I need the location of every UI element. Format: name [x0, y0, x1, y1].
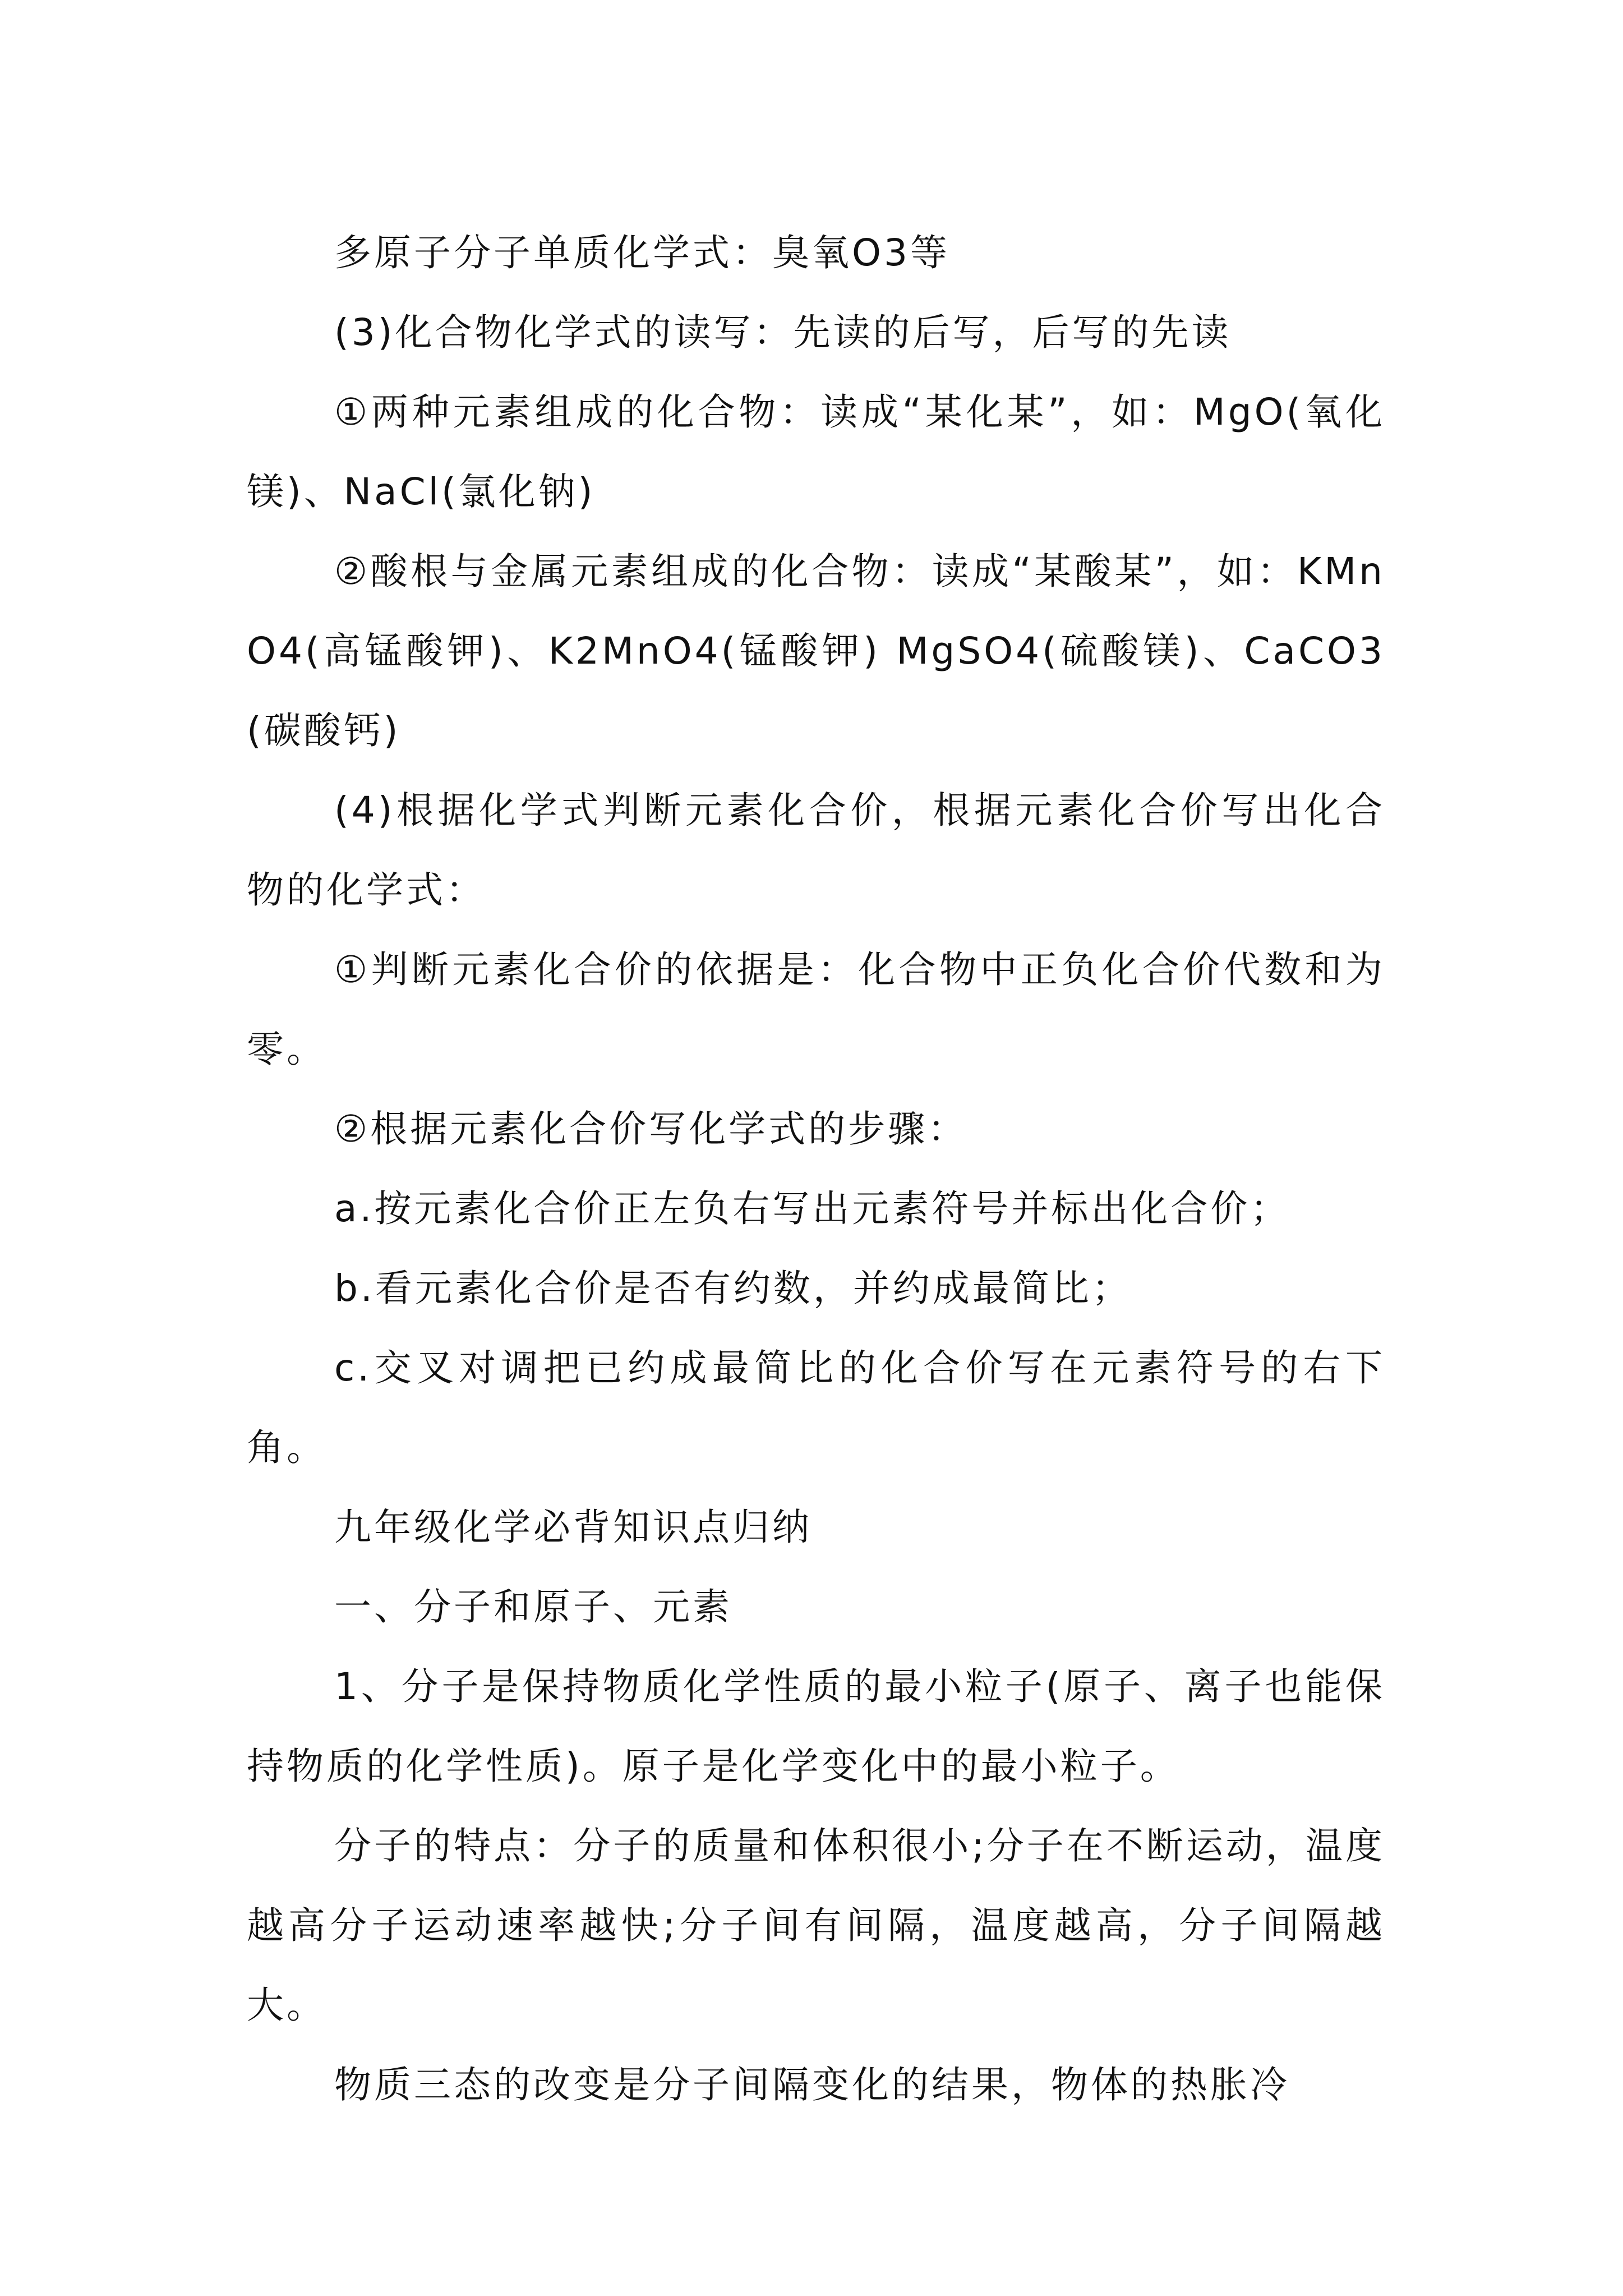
paragraph-molecule-features: 分子的特点：分子的质量和体积很小;分子在不断运动，温度越高分子运动速率越快;分子间有间隔，温度越高，分子间隔越大。: [247, 1824, 1385, 2027]
paragraph-valence-basis: ①判断元素化合价的依据是：化合物中正负化合价代数和为零。: [247, 948, 1385, 1071]
paragraph-three-states: 物质三态的改变是分子间隔变化的结果，物体的热胀冷: [334, 2063, 1290, 2106]
paragraph-polyatomic-element-formula: 多原子分子单质化学式：臭氧O3等: [334, 231, 950, 274]
paragraph-molecule-definition: 1、分子是保持物质化学性质的最小粒子(原子、离子也能保持物质的化学性质)。原子是化学变化中的最小粒子。: [247, 1665, 1385, 1788]
paragraph-valence-from-formula: (4)根据化学式判断元素化合价，根据元素化合价写出化合物的化学式：: [247, 789, 1385, 912]
section-heading: 九年级化学必背知识点归纳: [334, 1506, 812, 1549]
document-body: [247, 213, 1385, 2125]
paragraph-step-c: c.交叉对调把已约成最简比的化合价写在元素符号的右下角。: [247, 1346, 1385, 1469]
paragraph-step-b: b.看元素化合价是否有约数，并约成最简比；: [334, 1267, 1132, 1310]
paragraph-acid-radical-compound: ②酸根与金属元素组成的化合物：读成“某酸某”，如：KMnO4(高锰酸钾)、K2MnO4(锰酸钾) MgSO4(硫酸镁)、CaCO3(碳酸钙): [247, 550, 1385, 752]
paragraph-compound-formula-reading: (3)化合物化学式的读写：先读的后写，后写的先读: [334, 311, 1232, 354]
subsection-heading: 一、分子和原子、元素: [334, 1585, 732, 1628]
paragraph-step-a: a.按元素化合价正左负右写出元素符号并标出化合价；: [334, 1187, 1290, 1230]
paragraph-formula-steps: ②根据元素化合价写化学式的步骤：: [334, 1107, 968, 1151]
paragraph-binary-compound: ①两种元素组成的化合物：读成“某化某”，如：MgO(氧化镁)、NaCl(氯化钠): [247, 390, 1385, 513]
